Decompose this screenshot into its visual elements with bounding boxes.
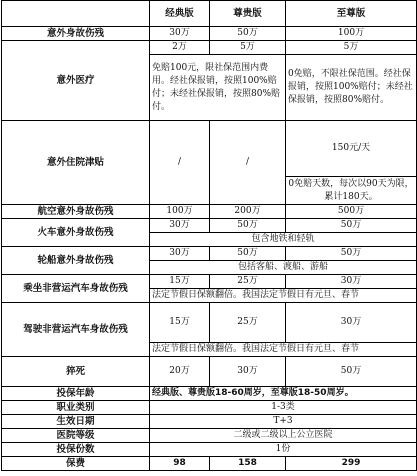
row-label: 乘坐非营运汽车身故伤残 — [2, 275, 150, 303]
value-cell: 100万 — [286, 27, 417, 41]
value-cell: 50万 — [286, 357, 417, 387]
train-row — [2, 219, 417, 233]
row-label: 投保份数 — [2, 443, 150, 457]
plan-supreme-header: 至尊版 — [286, 1, 417, 27]
hospital-level-value: 二级或二级以上公立医院 — [150, 429, 417, 443]
value-cell: 20万 — [150, 357, 210, 387]
copies-row — [2, 443, 417, 457]
plan-classic-header: 经典版 — [150, 1, 210, 27]
value-cell: 30万 — [150, 247, 210, 261]
value-cell: 50万 — [210, 247, 286, 261]
accident-disability-row — [2, 27, 417, 41]
premium-value: 158 — [210, 457, 286, 471]
value-cell: 30万 — [150, 27, 210, 41]
copies-value: 1份 — [150, 443, 417, 457]
value-cell: 150元/天 — [286, 121, 417, 177]
value-cell: 30万 — [286, 303, 417, 343]
passenger-row — [2, 275, 417, 289]
detail-cell: 0免赔天数，每次以90天为限，累计180天。 — [286, 177, 417, 205]
effective-row — [2, 415, 417, 429]
detail-cell: 0免赔，不限社保范围。经社保报销，按照100%赔付；未经社保报销，按照80%赔付。 — [286, 55, 417, 121]
row-label: 投保年龄 — [2, 387, 150, 401]
value-cell: 500万 — [286, 205, 417, 219]
occupation-row — [2, 401, 417, 415]
note-cell: 包括客船、渡船、游船 — [150, 261, 417, 275]
driver-row — [2, 303, 417, 343]
value-cell: 50万 — [286, 247, 417, 261]
value-cell: 100万 — [150, 205, 210, 219]
hospital-level-row — [2, 429, 417, 443]
note-cell: 包含地铁和轻轨 — [150, 233, 417, 247]
value-cell: 15万 — [150, 303, 210, 343]
flight-row — [2, 205, 417, 219]
value-cell: 30万 — [210, 357, 286, 387]
row-label: 火车意外身故伤残 — [2, 219, 150, 247]
row-label: 生效日期 — [2, 415, 150, 429]
plan-premium-header: 尊贵版 — [210, 1, 286, 27]
value-cell: / — [210, 121, 286, 205]
accident-medical-amount-row — [2, 41, 417, 55]
row-label: 保费 — [2, 457, 150, 471]
header-row — [2, 1, 417, 27]
value-cell: 2万 — [150, 41, 210, 55]
value-cell: 30万 — [286, 275, 417, 289]
value-cell: 50万 — [210, 27, 286, 41]
age-row — [2, 387, 417, 401]
value-cell: / — [150, 121, 210, 205]
header-corner — [2, 1, 150, 27]
value-cell: 15万 — [150, 275, 210, 289]
effective-value: T+3 — [150, 415, 417, 429]
premium-value: 299 — [286, 457, 417, 471]
value-cell: 5万 — [286, 41, 417, 55]
row-label: 驾驶非营运汽车身故伤残 — [2, 303, 150, 357]
premium-row — [2, 457, 417, 471]
sudden-death-row — [2, 357, 417, 387]
row-label: 意外住院津贴 — [2, 121, 150, 205]
value-cell: 50万 — [210, 219, 286, 233]
value-cell: 200万 — [210, 205, 286, 219]
value-cell: 25万 — [210, 303, 286, 343]
ship-row — [2, 247, 417, 261]
value-cell: 30万 — [150, 219, 210, 233]
detail-cell: 免赔100元，限社保范围内费用。经社保报销，按照100%赔付；未经社保报销，按照80%赔付。 — [150, 55, 286, 121]
note-cell: 法定节假日保额翻倍。我国法定节假日有元旦、春节 — [150, 343, 417, 357]
row-label: 职业类别 — [2, 401, 150, 415]
note-cell: 法定节假日保额翻倍。我国法定节假日有元旦、春节 — [150, 289, 417, 303]
row-label: 航空意外身故伤残 — [2, 205, 150, 219]
occupation-value: 1-3类 — [150, 401, 417, 415]
value-cell: 25万 — [210, 275, 286, 289]
row-label: 意外身故伤残 — [2, 27, 150, 41]
age-value: 经典版、尊贵版18-60周岁，至尊版18-50周岁。 — [150, 387, 417, 401]
row-label: 轮船意外身故伤残 — [2, 247, 150, 275]
row-label: 意外医疗 — [2, 41, 150, 121]
row-label: 医院等级 — [2, 429, 150, 443]
row-label: 猝死 — [2, 357, 150, 387]
benefits-table — [1, 0, 417, 471]
premium-value: 98 — [150, 457, 210, 471]
value-cell: 5万 — [210, 41, 286, 55]
value-cell: 50万 — [286, 219, 417, 233]
hospital-allowance-row — [2, 121, 417, 177]
